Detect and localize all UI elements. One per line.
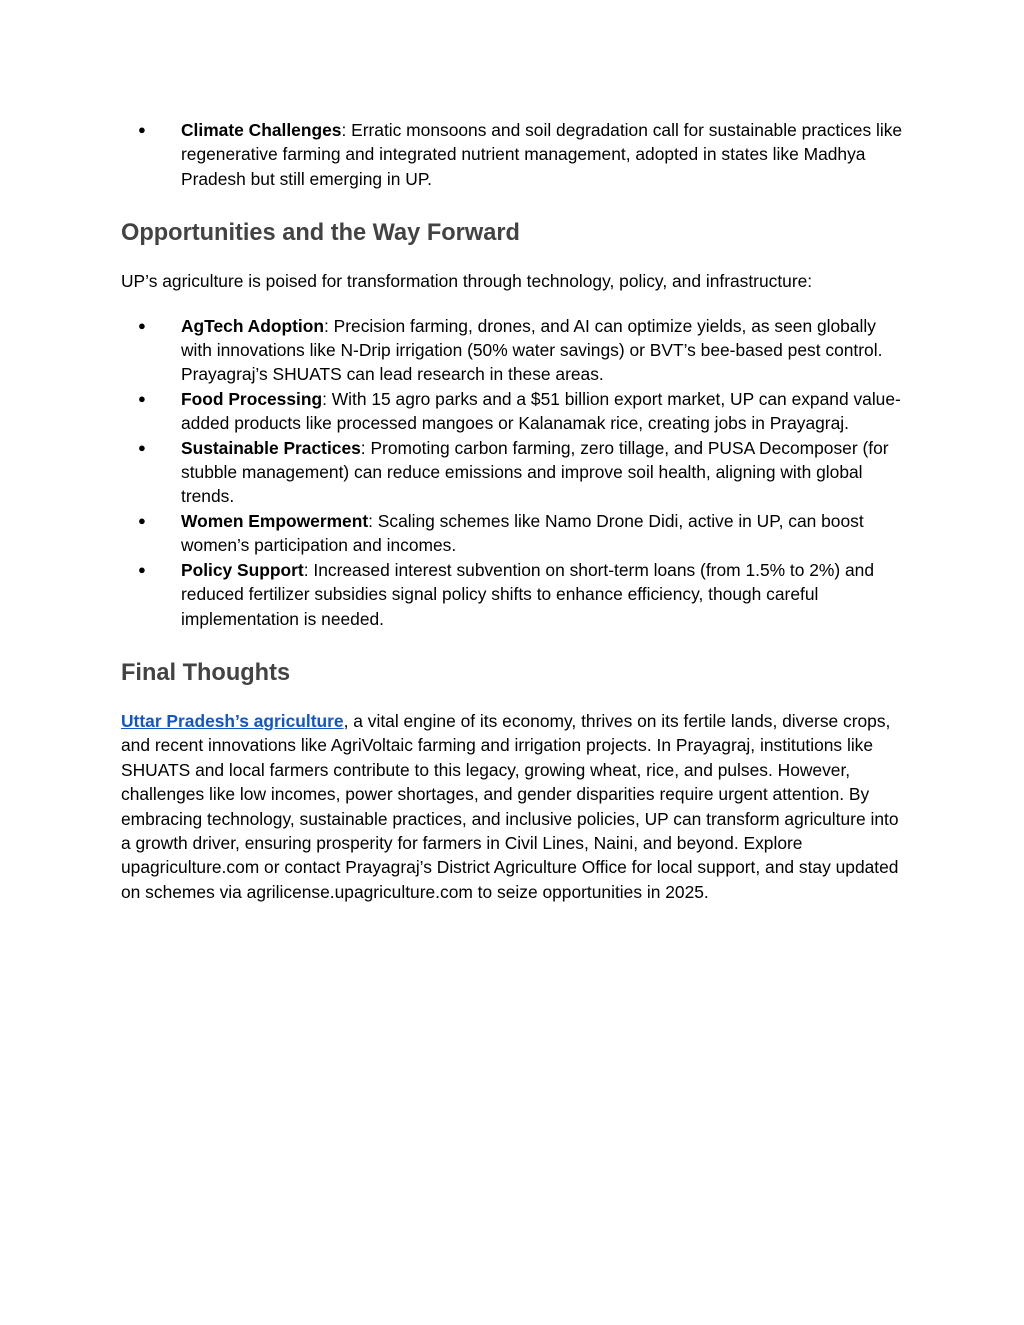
bullet-icon: ● bbox=[138, 561, 146, 577]
list-item-text: : Promoting carbon farming, zero tillage, and PUSA Decomposer (for stubble management) can reduce emissions and improve soil health, aligning with global trends. bbox=[181, 437, 889, 507]
list-item bbox=[121, 314, 906, 387]
opportunities-list bbox=[121, 314, 906, 631]
list-item bbox=[121, 558, 906, 631]
bullet-icon: ● bbox=[138, 390, 146, 406]
challenges-list bbox=[121, 118, 906, 191]
list-item-term: Sustainable Practices bbox=[181, 437, 361, 458]
list-item-term: Food Processing bbox=[181, 388, 323, 409]
final-thoughts-paragraph bbox=[121, 709, 906, 904]
list-item-term: Policy Support bbox=[181, 559, 304, 580]
section-heading-opportunities: Opportunities and the Way Forward bbox=[121, 220, 520, 247]
final-thoughts-body: , a vital engine of its economy, thrives on its fertile lands, diverse crops, and recent innovations like AgriVoltaic farming and irrigation projects. In Prayagraj, institutions like SHUATS and local farmers contribute to this legacy, growing wheat, rice, and pulses. However, challenges like low incomes, power shortages, and gender disparities require urgent attention. By embracing technology, sustainable practices, and inclusive policies, UP can transform agriculture into a growth driver, ensuring prosperity for farmers in Civil Lines, Naini, and beyond. Explore upagriculture.com or contact Prayagraj’s District Agriculture Office for local support, and stay updated on schemes via agrilicense.upagriculture.com to seize opportunities in 2025. bbox=[121, 710, 899, 902]
list-item-term: Climate Challenges bbox=[181, 120, 342, 140]
list-item-term: AgTech Adoption bbox=[181, 315, 324, 336]
list-item-text: : Scaling schemes like Namo Drone Didi, active in UP, can boost women’s participation and incomes. bbox=[181, 510, 864, 556]
section-heading-final-thoughts: Final Thoughts bbox=[121, 659, 291, 686]
opportunities-intro: UP’s agriculture is poised for transformation through technology, policy, and infrastructure: bbox=[121, 271, 813, 292]
list-item bbox=[121, 387, 906, 436]
list-item-text: : Increased interest subvention on short-term loans (from 1.5% to 2%) and reduced fertilizer subsidies signal policy shifts to enhance efficiency, though careful implementation is needed. bbox=[181, 559, 875, 629]
list-item bbox=[121, 118, 906, 191]
list-item-text: : Precision farming, drones, and AI can optimize yields, as seen globally with innovations like N-Drip irrigation (50% water savings) or BVT’s bee-based pest control. Prayagraj’s SHUATS can lead research in these areas. bbox=[181, 315, 883, 385]
list-item-term: Women Empowerment bbox=[181, 510, 369, 531]
bullet-icon: ● bbox=[138, 122, 146, 137]
list-item bbox=[121, 436, 906, 509]
list-item-text: : Erratic monsoons and soil degradation call for sustainable practices like regenerative farming and integrated nutrient management, adopted in states like Madhya Pradesh but still emerging in UP. bbox=[181, 120, 903, 189]
document-page bbox=[121, 118, 906, 904]
uttar-pradesh-agriculture-link[interactable]: Uttar Pradesh’s agriculture bbox=[121, 710, 344, 731]
bullet-icon: ● bbox=[138, 512, 146, 528]
bullet-icon: ● bbox=[138, 439, 146, 455]
list-item-text: : With 15 agro parks and a $51 billion export market, UP can expand value-added products like processed mangoes or Kalanamak rice, creating jobs in Prayagraj. bbox=[181, 388, 901, 434]
list-item bbox=[121, 509, 906, 558]
bullet-icon: ● bbox=[138, 317, 146, 333]
